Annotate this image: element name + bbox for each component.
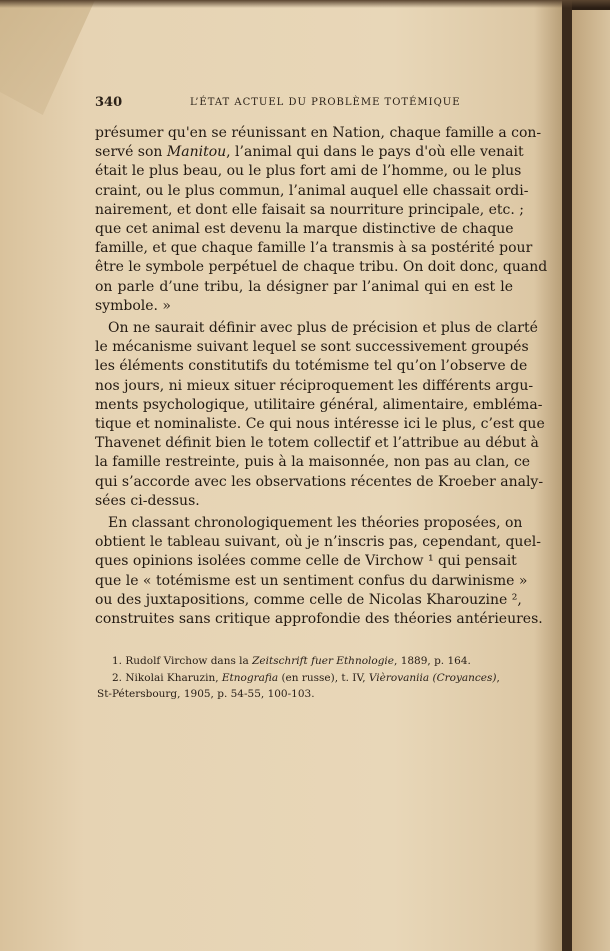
- text-line: ments psychologique, utilitaire général, alimentaire, embléma-: [95, 396, 543, 413]
- text-line: construites sans critique approfondie des théories antérieures.: [95, 611, 543, 627]
- text-line: symbole. »: [95, 297, 171, 314]
- text-line: nos jours, ni mieux situer réciproquement les différents argu-: [95, 377, 534, 394]
- text-line: Thavenet définit bien le totem collectif et l’attribue au début à: [95, 435, 539, 452]
- facing-page-edge: [572, 10, 610, 951]
- text-line: famille, et que chaque famille l’a transmis à sa postérité pour: [95, 240, 533, 257]
- text-line: tique et nominaliste. Ce qui nous intéresse ici le plus, c’est que: [95, 416, 545, 432]
- book-spine: [562, 0, 572, 951]
- text-line: servé son Manitou, l’animal qui dans le pays d'où elle venait: [95, 144, 524, 161]
- text-line: obtient le tableau suivant, où je n’inscris pas, cependant, quel-: [95, 534, 541, 551]
- page-number: 340: [95, 95, 123, 110]
- text-line: les éléments constitutifs du totémisme tel qu’on l’observe de: [95, 358, 528, 375]
- text-line: était le plus beau, ou le plus fort ami de l’homme, ou le plus: [95, 163, 522, 180]
- footnote-2-cont: St-Pétersbourg, 1905, p. 54-55, 100-103.: [97, 688, 315, 700]
- text-line: présumer qu'en se réunissant en Nation, chaque famille a con-: [95, 125, 542, 141]
- text-line: ques opinions isolées comme celle de Virchow ¹ qui pensait: [95, 553, 517, 570]
- text-line: En classant chronologiquement les théories proposées, on: [108, 515, 523, 531]
- text-line: craint, ou le plus commun, l’animal auquel elle chassait ordi-: [95, 182, 529, 199]
- text-line: que le « totémisme est un sentiment confus du darwinisme »: [95, 572, 528, 589]
- text-line: la famille restreinte, puis à la maisonnée, non pas au clan, ce: [95, 454, 531, 471]
- footnote-2: 2. Nikolai Kharuzin, Etnografia (en russe), t. IV, Vièrovaniia (Croyances),: [112, 672, 500, 684]
- folded-corner: [0, 0, 95, 115]
- text-line: On ne saurait définir avec plus de précision et plus de clarté: [108, 320, 538, 336]
- text-line: nairement, et dont elle faisait sa nourriture principale, etc. ;: [95, 201, 525, 218]
- footnote-1: 1. Rudolf Virchow dans la Zeitschrift fuer Ethnologie, 1889, p. 164.: [112, 655, 471, 667]
- text-line: ou des juxtapositions, comme celle de Nicolas Kharouzine ²,: [95, 591, 522, 608]
- text-line: on parle d’une tribu, la désigner par l’animal qui en est le: [95, 278, 513, 295]
- text-line: le mécanisme suivant lequel se sont successivement groupés: [95, 339, 529, 356]
- text-line: que cet animal est devenu la marque distinctive de chaque: [95, 221, 514, 237]
- text-line: sées ci-dessus.: [95, 492, 200, 509]
- running-title: L’ÉTAT ACTUEL DU PROBLÈME TOTÉMIQUE: [190, 97, 461, 108]
- text-line: qui s’accorde avec les observations récentes de Kroeber analy-: [95, 473, 544, 490]
- text-line: être le symbole perpétuel de chaque tribu. On doit donc, quand: [95, 259, 548, 276]
- scan-edge: [0, 0, 610, 8]
- running-header: [95, 95, 515, 113]
